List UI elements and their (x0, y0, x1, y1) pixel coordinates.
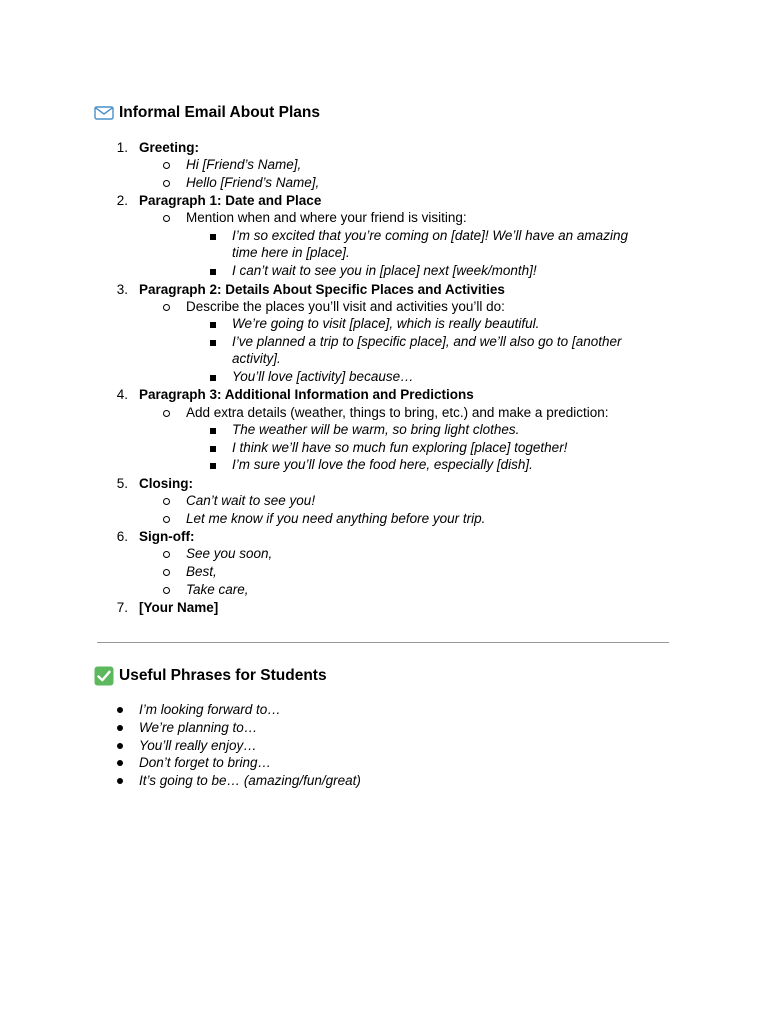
section-title: Informal Email About Plans (119, 104, 320, 121)
list-item-label: Paragraph 2: Details About Specific Places and Activities (139, 282, 505, 297)
example-sentence: I can’t wait to see you in [place] next [week/month]! (232, 263, 537, 278)
hollow-bullet (163, 551, 170, 558)
hollow-bullet (163, 569, 170, 576)
square-bullet (210, 234, 216, 240)
example-sentence: We’re going to visit [place], which is really beautiful. (232, 316, 540, 331)
example-sentence: I’m so excited that you’re coming on [date]! We’ll have an amazing time here in [place]. (232, 228, 628, 260)
square-bullet (210, 269, 216, 275)
list-item-label: Sign-off: (139, 529, 195, 544)
phrase-item: I’m looking forward to… (139, 702, 281, 717)
list-number: 7. (116, 600, 128, 615)
list-item-label: Paragraph 3: Additional Information and Predictions (139, 387, 474, 402)
horizontal-divider (97, 642, 669, 643)
example-sentence: I’m sure you’ll love the food here, especially [dish]. (232, 457, 533, 472)
hollow-bullet (163, 162, 170, 169)
list-subitem: Can’t wait to see you! (186, 493, 316, 508)
list-item-label: [Your Name] (139, 600, 219, 615)
bullet-dot (117, 725, 123, 731)
phrase-item: You’ll really enjoy… (139, 738, 257, 753)
example-sentence: I’ve planned a trip to [specific place], and we’ll also go to [another activity]. (232, 334, 622, 366)
hollow-bullet (163, 215, 170, 222)
bullet-dot (117, 743, 123, 749)
square-bullet (210, 428, 216, 434)
list-item-label: Closing: (139, 476, 193, 491)
hollow-bullet (163, 304, 170, 311)
list-subitem: Take care, (186, 582, 249, 597)
hollow-bullet (163, 498, 170, 505)
hollow-bullet (163, 587, 170, 594)
phrase-item: Don’t forget to bring… (139, 755, 272, 770)
list-subitem: Describe the places you’ll visit and activities you’ll do: (186, 299, 505, 314)
example-sentence: The weather will be warm, so bring light clothes. (232, 422, 520, 437)
bullet-dot (117, 760, 123, 766)
hollow-bullet (163, 410, 170, 417)
phrase-item: It’s going to be… (amazing/fun/great) (139, 773, 361, 788)
section-title: Useful Phrases for Students (119, 667, 327, 684)
square-bullet (210, 375, 216, 381)
check-mark-icon (94, 666, 114, 686)
list-number: 6. (116, 529, 128, 544)
list-number: 5. (116, 476, 128, 491)
list-item-label: Greeting: (139, 140, 200, 155)
square-bullet (210, 340, 216, 346)
list-subitem: See you soon, (186, 546, 273, 561)
square-bullet (210, 322, 216, 328)
phrase-item: We’re planning to… (139, 720, 258, 735)
list-subitem: Add extra details (weather, things to bring, etc.) and make a prediction: (186, 405, 609, 420)
list-subitem: Best, (186, 564, 217, 579)
list-subitem: Hi [Friend’s Name], (186, 157, 302, 172)
list-item-label: Paragraph 1: Date and Place (139, 193, 322, 208)
list-number: 3. (116, 282, 128, 297)
list-subitem: Let me know if you need anything before your trip. (186, 511, 486, 526)
square-bullet (210, 446, 216, 452)
square-bullet (210, 463, 216, 469)
list-number: 4. (116, 387, 128, 402)
hollow-bullet (163, 180, 170, 187)
envelope-icon (94, 103, 114, 123)
example-sentence: I think we’ll have so much fun exploring [place] together! (232, 440, 568, 455)
bullet-dot (117, 707, 123, 713)
section-heading-phrases (94, 666, 327, 686)
section-heading-email (94, 103, 320, 123)
list-subitem: Hello [Friend’s Name], (186, 175, 320, 190)
list-number: 1. (116, 140, 128, 155)
list-number: 2. (116, 193, 128, 208)
list-subitem: Mention when and where your friend is visiting: (186, 210, 467, 225)
bullet-dot (117, 778, 123, 784)
hollow-bullet (163, 516, 170, 523)
example-sentence: You’ll love [activity] because… (232, 369, 414, 384)
